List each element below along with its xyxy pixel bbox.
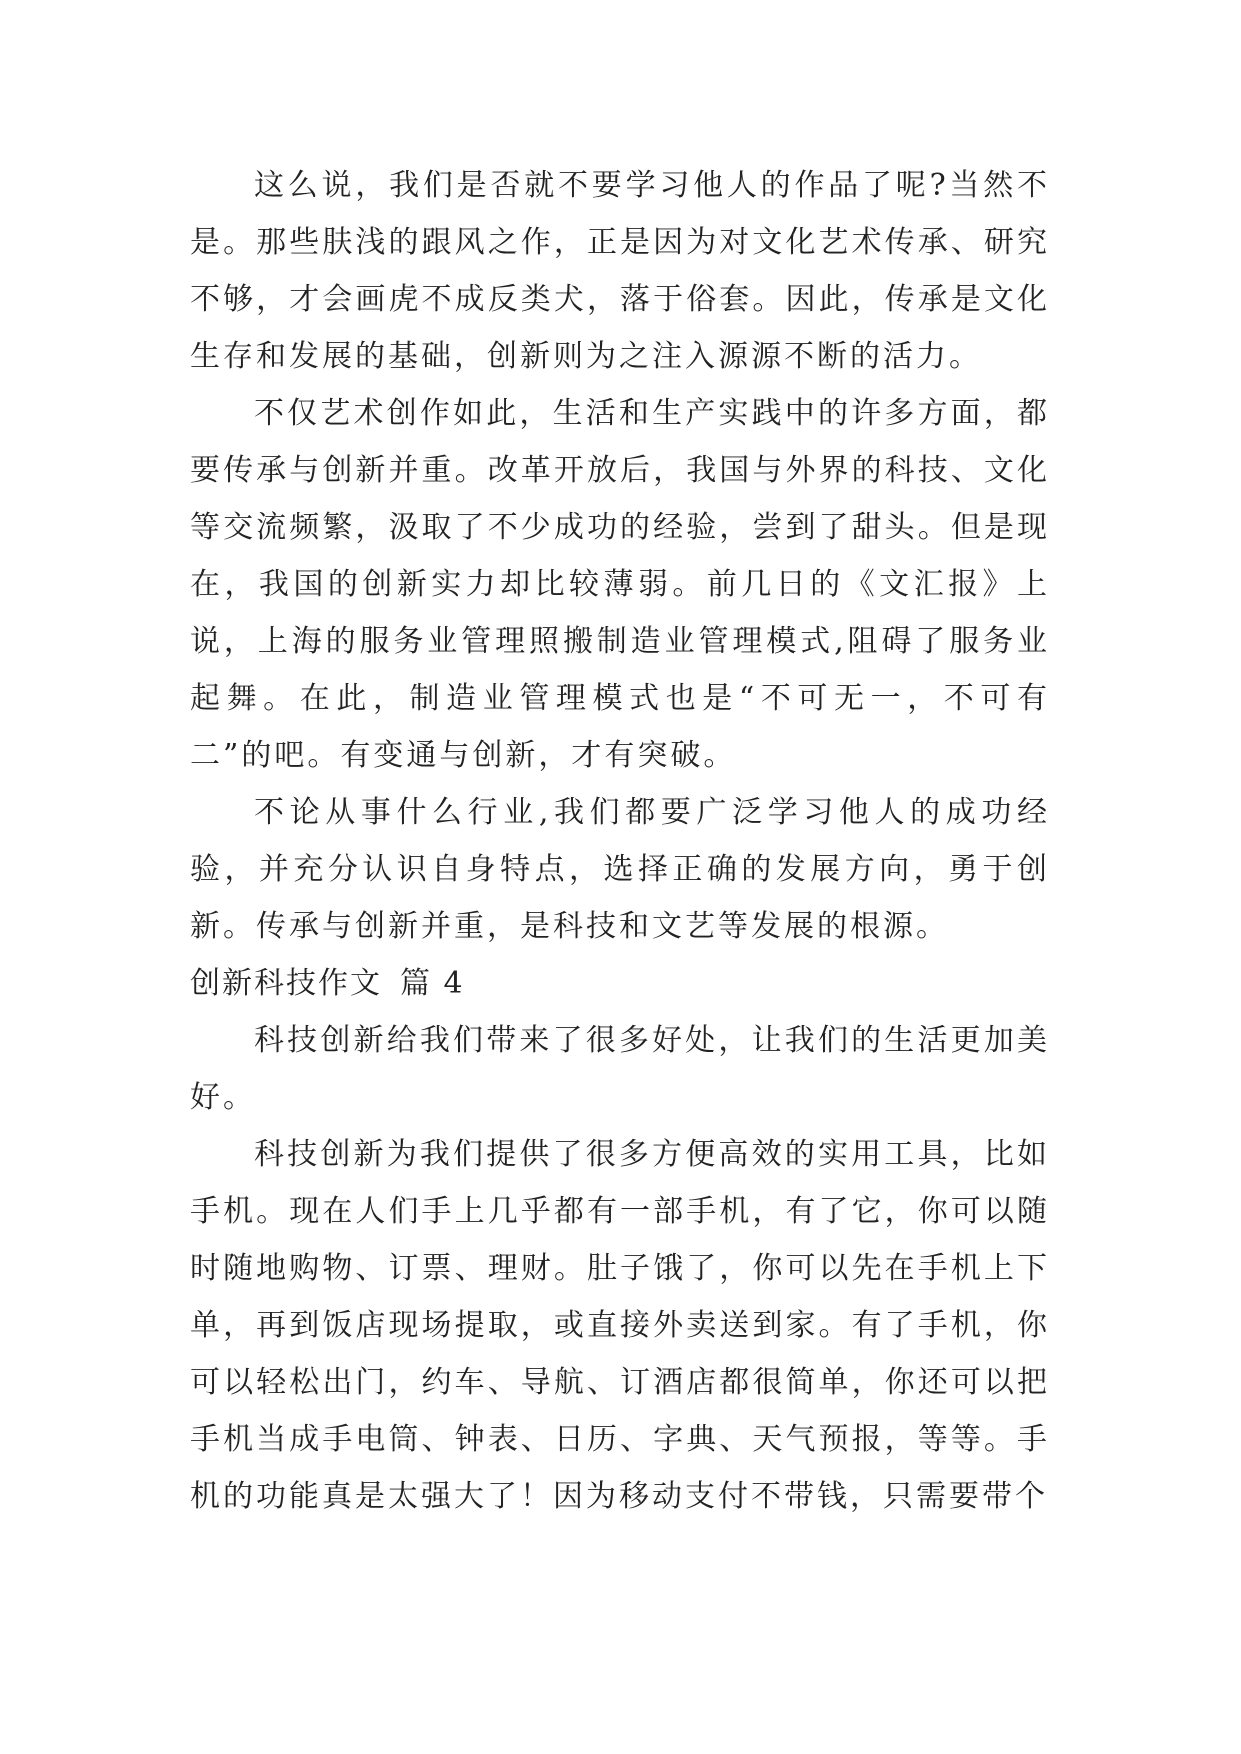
paragraph: 不论从事什么行业,我们都要广泛学习他人的成功经验，并充分认识自身特点，选择正确的发展方向，勇于创新。传承与创新并重，是科技和文艺等发展的根源。 xyxy=(190,795,1050,944)
document-body xyxy=(190,157,1050,1525)
paragraph: 这么说，我们是否就不要学习他人的作品了呢?当然不是。那些肤浅的跟风之作，正是因为对文化艺术传承、研究不够，才会画虎不成反类犬，落于俗套。因此，传承是文化生存和发展的基础，创新则为之注入源源不断的活力。 xyxy=(190,168,1050,374)
paragraph: 科技创新给我们带来了很多好处，让我们的生活更加美好。 xyxy=(190,1023,1050,1115)
section-heading xyxy=(190,955,1050,1012)
paragraph: 不仅艺术创作如此，生活和生产实践中的许多方面，都要传承与创新并重。改革开放后，我国与外界的科技、文化等交流频繁，汲取了不少成功的经验，尝到了甜头。但是现在，我国的创新实力却比较薄弱。前几日的《文汇报》上说，上海的服务业管理照搬制造业管理模式,阻碍了服务业起舞。在此，制造业管理模式也是“不可无一，不可有二”的吧。有变通与创新，才有突破。 xyxy=(190,396,1050,773)
section-title: 创新科技作文 xyxy=(190,966,382,1001)
paragraph: 科技创新为我们提供了很多方便高效的实用工具，比如手机。现在人们手上几乎都有一部手机，有了它，你可以随时随地购物、订票、理财。肚子饿了，你可以先在手机上下单，再到饭店现场提取，或直接外卖送到家。有了手机，你可以轻松出门，约车、导航、订酒店都很简单，你还可以把手机当成手电筒、钟表、日历、字典、天气预报，等等。手机的功能真是太强大了！因为移动支付不带钱，只需要带个 xyxy=(190,1137,1050,1514)
section-part-label: 篇 4 xyxy=(400,966,465,1001)
